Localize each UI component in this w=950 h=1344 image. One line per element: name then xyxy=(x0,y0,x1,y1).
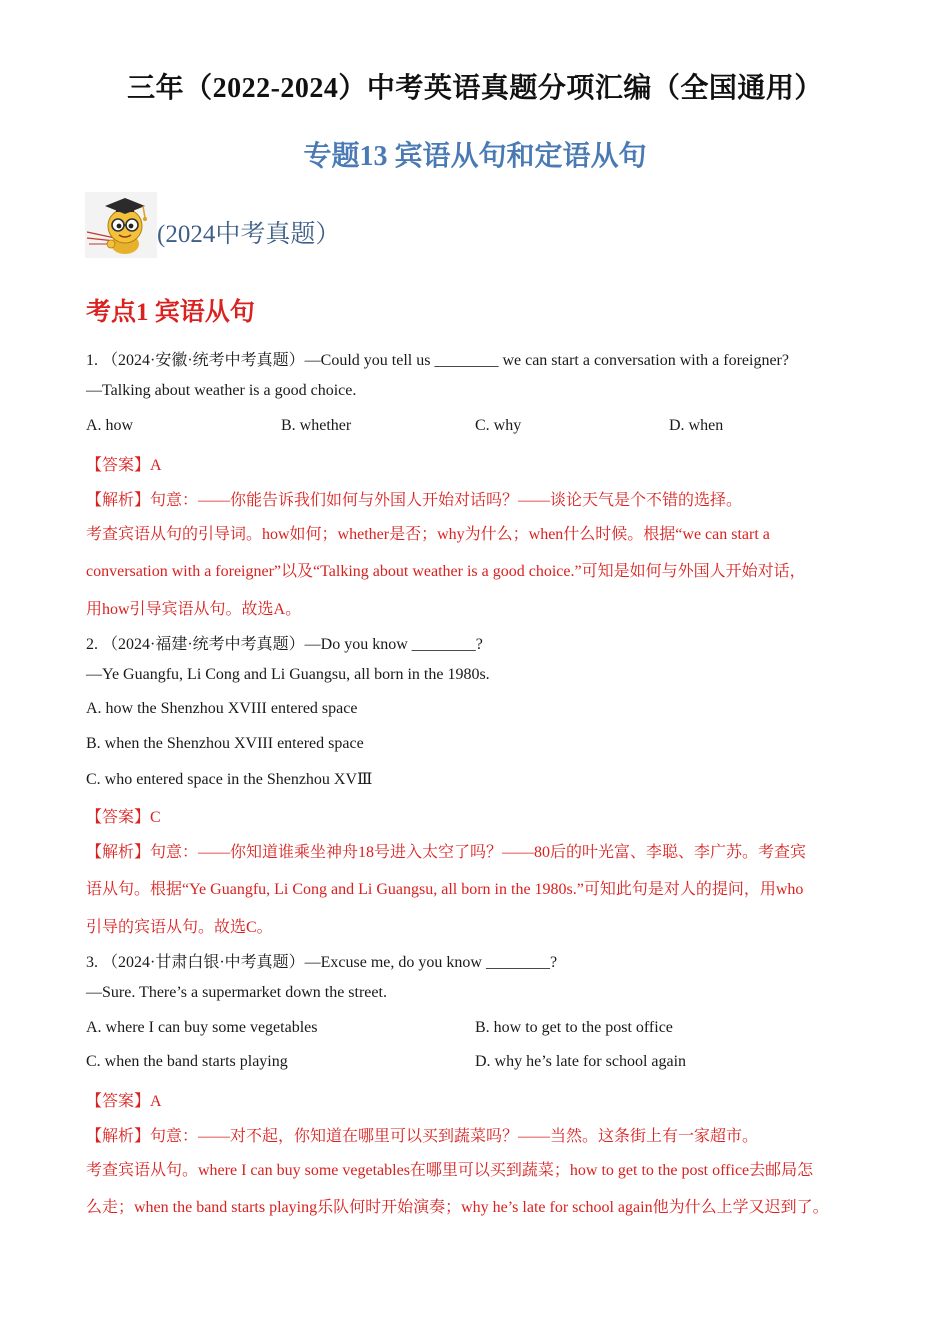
question-3-option-d: D. why he’s late for school again xyxy=(475,1053,687,1070)
question-2-option-c: C. who entered space in the Shenzhou XVⅢ xyxy=(86,771,373,788)
question-2-option-a: A. how the Shenzhou XVIII entered space xyxy=(86,700,358,717)
question-3-option-c: C. when the band starts playing xyxy=(86,1053,288,1070)
question-3-answer: 【答案】A xyxy=(86,1093,162,1110)
question-2-stem: 2. （2024·福建·统考中考真题）—Do you know ________? xyxy=(86,636,483,653)
document-title: 三年（2022-2024）中考英语真题分项汇编（全国通用） xyxy=(127,73,823,104)
question-1-stem: 1. （2024·安徽·统考中考真题）—Could you tell us ________ we can start a conversation with a foreigner? xyxy=(86,352,789,369)
question-3-analysis-line: 【解析】句意：——对不起，你知道在哪里可以买到蔬菜吗？——当然。这条街上有一家超市。 xyxy=(86,1128,759,1145)
topic-subtitle: 专题13 宾语从句和定语从句 xyxy=(303,141,647,172)
question-1-option-a: A. how xyxy=(86,417,134,434)
question-1-option-d: D. when xyxy=(669,417,724,434)
question-1-analysis-line: 考查宾语从句的引导词。how如何；whether是否；why为什么；when什么时候。根据“we can start a xyxy=(86,526,770,543)
question-1-answer: 【答案】A xyxy=(86,457,162,474)
question-3-reply: —Sure. There’s a supermarket down the street. xyxy=(86,984,387,1001)
question-3-analysis-line: 考查宾语从句。where I can buy some vegetables在哪里可以买到蔬菜；how to get to the post office去邮局怎 xyxy=(86,1162,814,1179)
question-3-analysis-line: 么走；when the band starts playing乐队何时开始演奏；why he’s late for school again他为什么上学又迟到了。 xyxy=(86,1199,829,1216)
section-heading: 考点1 宾语从句 xyxy=(86,299,255,326)
question-2-option-b: B. when the Shenzhou XVIII entered space xyxy=(86,735,364,752)
scholar-mascot-icon xyxy=(85,192,157,258)
question-3-option-b: B. how to get to the post office xyxy=(475,1019,673,1036)
question-2-analysis-line: 【解析】句意：——你知道谁乘坐神舟18号进入太空了吗？——80后的叶光富、李聪、李广苏。考查宾 xyxy=(86,844,807,861)
question-1-analysis-line: 【解析】句意：——你能告诉我们如何与外国人开始对话吗？——谈论天气是个不错的选择。 xyxy=(86,492,743,509)
question-2-answer: 【答案】C xyxy=(86,809,161,826)
question-2-analysis-line: 语从句。根据“Ye Guangfu, Li Cong and Li Guangsu, all born in the 1980s.”可知此句是对人的提问，用who xyxy=(86,881,804,898)
question-3-option-a: A. where I can buy some vegetables xyxy=(86,1019,318,1036)
question-1-analysis-line: conversation with a foreigner”以及“Talking about weather is a good choice.”可知是如何与外国人开始对话， xyxy=(86,563,806,580)
question-2-analysis-line: 引导的宾语从句。故选C。 xyxy=(86,919,273,936)
question-1-analysis-line: 用how引导宾语从句。故选A。 xyxy=(86,601,302,618)
question-2-reply: —Ye Guangfu, Li Cong and Li Guangsu, all born in the 1980s. xyxy=(86,666,490,683)
year-label: (2024中考真题） xyxy=(157,221,341,248)
question-1-reply: —Talking about weather is a good choice. xyxy=(86,382,357,399)
question-3-stem: 3. （2024·甘肃白银·中考真题）—Excuse me, do you know ________? xyxy=(86,954,558,971)
question-1-option-b: B. whether xyxy=(281,417,352,434)
question-1-option-c: C. why xyxy=(475,417,522,434)
